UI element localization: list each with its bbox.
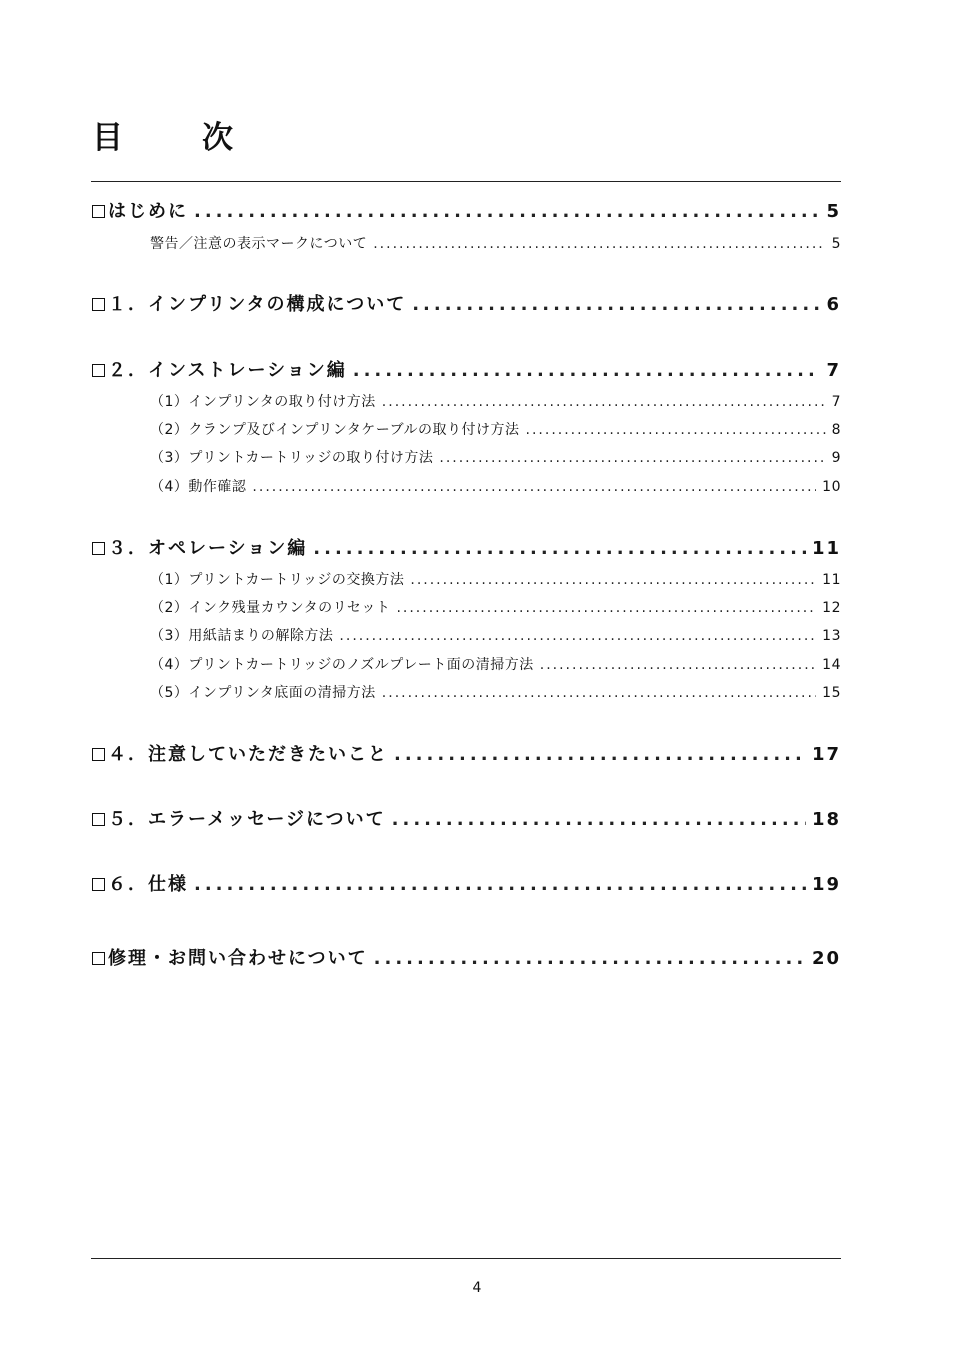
toc-entry-label: （3）用紙詰まりの解除方法 bbox=[150, 628, 334, 644]
top-divider bbox=[91, 181, 841, 182]
toc-subentry-2-4[interactable] bbox=[150, 477, 841, 497]
checkbox-square-icon bbox=[92, 542, 105, 555]
leader-dots bbox=[410, 570, 816, 590]
leader-dots bbox=[396, 598, 816, 618]
leader-dots bbox=[373, 234, 825, 254]
toc-entry-section-1[interactable] bbox=[92, 292, 841, 318]
toc-entry-section-6[interactable] bbox=[92, 872, 841, 898]
toc-entry-section-4[interactable] bbox=[92, 742, 841, 768]
leader-dots bbox=[412, 292, 820, 318]
toc-entry-page: 17 bbox=[811, 744, 841, 765]
leader-dots bbox=[526, 420, 826, 440]
toc-subentry-warning-marks[interactable] bbox=[150, 234, 841, 254]
toc-entry-page: 8 bbox=[831, 422, 841, 438]
toc-entry-section-5[interactable] bbox=[92, 807, 841, 833]
checkbox-square-icon bbox=[92, 205, 105, 218]
toc-entry-page: 6 bbox=[826, 294, 841, 315]
toc-entry-page: 14 bbox=[822, 657, 841, 673]
checkbox-square-icon bbox=[92, 364, 105, 377]
toc-entry-label: （1）インプリンタの取り付け方法 bbox=[150, 394, 376, 410]
toc-entry-page: 5 bbox=[826, 201, 841, 222]
toc-subentry-3-4[interactable] bbox=[150, 655, 841, 675]
toc-subentry-3-5[interactable] bbox=[150, 683, 841, 703]
leader-dots bbox=[382, 683, 816, 703]
toc-entry-page: 7 bbox=[826, 360, 841, 381]
checkbox-square-icon bbox=[92, 878, 105, 891]
leader-dots bbox=[339, 626, 816, 646]
toc-entry-page: 13 bbox=[822, 628, 841, 644]
toc-entry-label: （4）プリントカートリッジのノズルプレート面の清掃方法 bbox=[150, 657, 534, 673]
toc-entry-page: 19 bbox=[811, 874, 841, 895]
bottom-divider bbox=[91, 1258, 841, 1259]
toc-entry-page: 11 bbox=[822, 572, 841, 588]
leader-dots bbox=[313, 536, 806, 562]
leader-dots bbox=[252, 477, 816, 497]
toc-subentry-3-1[interactable] bbox=[150, 570, 841, 590]
toc-subentry-2-1[interactable] bbox=[150, 392, 841, 412]
toc-entry-page: 12 bbox=[822, 600, 841, 616]
toc-entry-page: 18 bbox=[811, 809, 841, 830]
toc-entry-page: 20 bbox=[811, 948, 841, 969]
toc-entry-repair-inquiries[interactable] bbox=[92, 946, 841, 972]
toc-entry-label: ２．インストレーション編 bbox=[108, 360, 347, 381]
toc-entry-label: はじめに bbox=[108, 201, 188, 222]
toc-subentry-2-2[interactable] bbox=[150, 420, 841, 440]
page-title: 目 次 bbox=[92, 120, 257, 156]
toc-subentry-2-3[interactable] bbox=[150, 448, 841, 468]
toc-entry-page: 15 bbox=[822, 685, 841, 701]
toc-subentry-3-3[interactable] bbox=[150, 626, 841, 646]
toc-subentry-3-2[interactable] bbox=[150, 598, 841, 618]
toc-entry-section-3[interactable] bbox=[92, 536, 841, 562]
toc-entry-label: （2）クランプ及びインプリンタケーブルの取り付け方法 bbox=[150, 422, 520, 438]
checkbox-square-icon bbox=[92, 952, 105, 965]
toc-entry-label: （5）インプリンタ底面の清掃方法 bbox=[150, 685, 376, 701]
toc-entry-label: （4）動作確認 bbox=[150, 479, 247, 495]
toc-entry-label: ３．オペレーション編 bbox=[108, 538, 308, 559]
leader-dots bbox=[194, 872, 806, 898]
toc-entry-label: ６．仕様 bbox=[108, 874, 188, 895]
toc-entry-label: 修理・お問い合わせについて bbox=[108, 948, 368, 969]
toc-entry-label: ５．エラーメッセージについて bbox=[108, 809, 386, 830]
leader-dots bbox=[394, 742, 806, 768]
leader-dots bbox=[194, 199, 820, 225]
leader-dots bbox=[439, 448, 825, 468]
leader-dots bbox=[353, 358, 821, 384]
leader-dots bbox=[540, 655, 816, 675]
toc-entry-label: （3）プリントカートリッジの取り付け方法 bbox=[150, 450, 434, 466]
toc-entry-page: 10 bbox=[822, 479, 841, 495]
checkbox-square-icon bbox=[92, 813, 105, 826]
toc-entry-page: 9 bbox=[831, 450, 841, 466]
leader-dots bbox=[374, 946, 806, 972]
toc-entry-section-2[interactable] bbox=[92, 358, 841, 384]
checkbox-square-icon bbox=[92, 748, 105, 761]
checkbox-square-icon bbox=[92, 298, 105, 311]
toc-entry-introduction[interactable] bbox=[92, 199, 841, 225]
page-number: 4 bbox=[472, 1280, 482, 1296]
toc-entry-label: （2）インク残量カウンタのリセット bbox=[150, 600, 391, 616]
toc-entry-page: 11 bbox=[811, 538, 841, 559]
toc-entry-label: （1）プリントカートリッジの交換方法 bbox=[150, 572, 405, 588]
toc-entry-label: １．インプリンタの構成について bbox=[108, 294, 407, 315]
toc-entry-label: 警告／注意の表示マークについて bbox=[150, 236, 368, 252]
toc-entry-page: 7 bbox=[831, 394, 841, 410]
toc-entry-page: 5 bbox=[831, 236, 841, 252]
leader-dots bbox=[382, 392, 826, 412]
toc-entry-label: ４．注意していただきたいこと bbox=[108, 744, 388, 765]
leader-dots bbox=[392, 807, 806, 833]
